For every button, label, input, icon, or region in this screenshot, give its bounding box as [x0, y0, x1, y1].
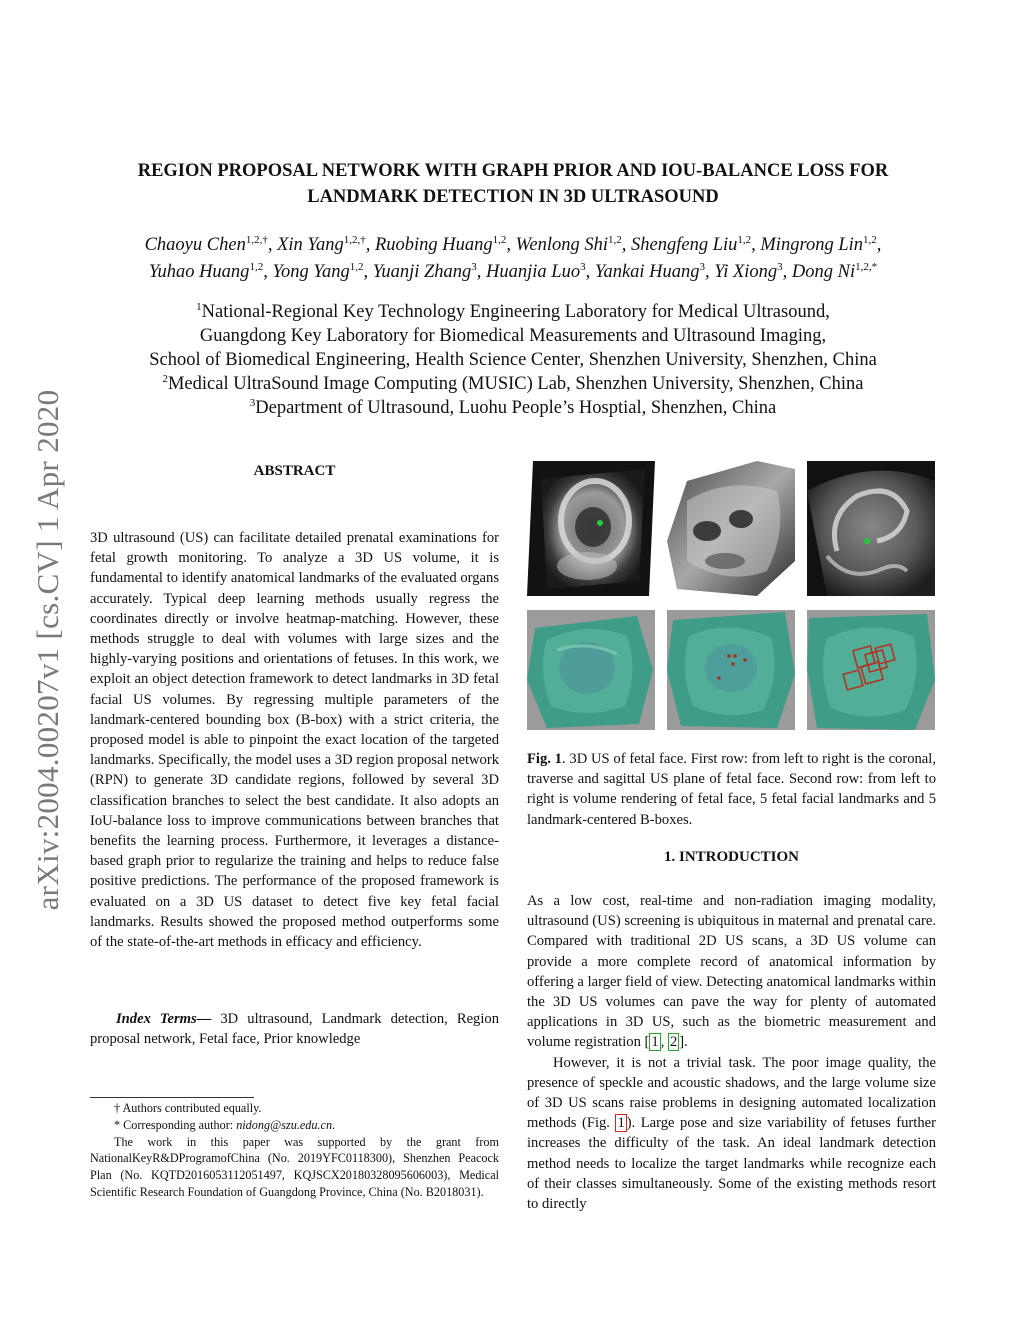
title-line-1: REGION PROPOSAL NETWORK WITH GRAPH PRIOR AND IOU-BALANCE LOSS FOR [137, 161, 889, 181]
traverse-plane-image [667, 461, 795, 596]
affiliations [90, 300, 936, 420]
figure-1-caption: Fig. 1. 3D US of fetal face. First row: from left to right is the coronal, traverse and sagittal US plane of fetal face. Second row: from left to right is volume rendering of fetal face, 5 fetal facial landmarks and 5 landmark-centered B-boxes. [527, 751, 936, 828]
footnote-rule [90, 1097, 254, 1098]
citation-link[interactable]: 1 [651, 1034, 659, 1051]
affiliation-line: $^1$National-Regional Key Technology Engineering Laboratory for Medical Ultrasound, [196, 301, 830, 322]
affiliation-line: $^3$Department of Ultrasound, Luohu People’s Hosptial, Shenzhen, China [249, 397, 777, 418]
landmark-bboxes-image [807, 610, 935, 730]
landmark-dot [864, 538, 870, 544]
author: Mingrong Lin$^{1,2}$, [760, 234, 882, 255]
introduction-body [527, 891, 936, 1214]
author: Dong $Ni^{1,2,*}$ [791, 261, 878, 282]
author: Yuhao Huang$^{1,2}$, [148, 261, 273, 282]
author: Shengfeng Liu$^{1,2}$, [631, 234, 761, 255]
author: Xin Yang$^{1,2,\dagger}$, [277, 234, 375, 255]
affiliation-line: $^2$Medical UltraSound Image Computing (MUSIC) Lab, Shenzhen University, Shenzhen, China [162, 373, 864, 394]
abstract-body [90, 528, 499, 952]
intro-paragraph-1: As a low cost, real-time and non-radiation imaging modality, ultrasound (US) screening is ubiquitous in maternal and prenatal care. Compared with traditional 2D US scans, a 3D US volume can provide a more complete record of anatomical information by offering a larger field of view. Detecting anatomical landmarks within the 3D US volumes can pave the way for plenty of automated applications in 3D US, such as the biometric measurement and volume registration [ 1 , 2 ]. [527, 893, 936, 1051]
author: Yi Xiong$^3$, [714, 261, 792, 282]
author: Chaoyu Chen$^{1,2,\dagger}$, [144, 234, 278, 255]
landmark-dot [743, 658, 747, 662]
footnote-equal-contribution: † Authors contributed equally. [114, 1101, 262, 1115]
corresponding-email[interactable]: nidong@szu.edu.cn [236, 1117, 333, 1132]
figure-label: Fig. 1 [527, 751, 562, 767]
landmarks-image [667, 610, 795, 730]
landmark-dot [727, 654, 731, 658]
paper-title [100, 158, 926, 210]
author-line-1 [90, 232, 936, 259]
citation-link[interactable]: 2 [670, 1034, 678, 1051]
author: Yankai Huang$^3$, [594, 261, 715, 282]
landmark-dot [717, 676, 721, 680]
index-terms [90, 1009, 499, 1049]
author-line-2 [90, 259, 936, 286]
landmark-dot [597, 520, 603, 526]
arxiv-identifier: arXiv:2004.00207v1 [cs.CV] 1 Apr 2020 [30, 389, 65, 911]
footnotes [90, 1100, 499, 1201]
title-line-2: LANDMARK DETECTION IN 3D ULTRASOUND [307, 187, 719, 207]
index-terms-label: Index Terms— [116, 1011, 212, 1027]
footnote-corresponding: * Corresponding author: nidong@szu.edu.cn. [114, 1117, 336, 1132]
author: Yuanji Zhang$^3$, [372, 261, 487, 282]
intro-paragraph-2: However, it is not a trivial task. The poor image quality, the presence of speckle and acoustic shadows, and the large volume size of 3D US scans raise problems in designing automated localization methods (Fig. 1 ). Large pose and size variability of fetuses further increases the difficulty of the task. An ideal landmark detection method needs to localize the target landmarks while recognize each of their classes simultaneously. Some of the existing methods resort to directly [527, 1054, 936, 1213]
sagittal-plane-image [807, 461, 935, 596]
affiliation-line: School of Biomedical Engineering, Health Science Center, Shenzhen University, Shenzhen, China [149, 350, 877, 370]
affiliation-line: Guangdong Key Laboratory for Biomedical Measurements and Ultrasound Imaging, [199, 326, 827, 346]
author: Ruobing Huang$^{1,2}$, [374, 234, 516, 255]
figure-1 [527, 461, 936, 731]
figure-link[interactable]: 1 [617, 1115, 625, 1132]
index-terms-text: 3D ultrasound, Landmark detection, Region proposal network, Fetal face, Prior knowledge [90, 1011, 499, 1048]
abstract-heading: ABSTRACT [253, 463, 336, 479]
coronal-plane-image [527, 461, 655, 596]
landmark-dot [731, 662, 735, 666]
abstract-text: 3D ultrasound (US) can facilitate detailed prenatal examinations for fetal growth monitoring. To analyze a 3D US volume, it is fundamental to identify anatomical landmarks of the evaluated organs accurately. Typical deep learning methods usually regress the coordinates directly or involve heatmap-matching. However, these methods struggle to deal with volumes with large sizes and the highly-varying positions and orientations of fetuses. In this work, we exploit an object detection framework to detect landmarks in 3D fetal facial US volumes. By regressing multiple parameters of the landmark-centered bounding box (B-box) with a strict criteria, the proposed model is able to pinpoint the exact location of the targeted landmarks. Specifically, the model uses a 3D region proposal network (RPN) to generate 3D candidate regions, followed by several 3D classification branches to select the best candidate. It also adopts an IoU-balance loss to improve communications between branches that benefits the learning process. Furthermore, it leverages a distance-based graph prior to regularize the training and helps to reduce false positive predictions. The performance of the proposed framework is evaluated on a 3D US dataset to detect five key fetal facial landmarks. Results showed the proposed method outperforms some of the state-of-the-art methods in efficacy and efficiency. [90, 530, 499, 951]
author: Yong Yang$^{1,2}$, [272, 261, 373, 282]
landmark-dot [733, 654, 737, 658]
footnote-funding: The work in this paper was supported by the grant from NationalKeyR&DProgramofChina (No. 2019YFC0118300), Shenzhen Peacock Plan (No. KQTD2016053112051497, KQJSCX20180328095606003), Medical Scientific Research Foundation of Guangdong Province, China (No. B2018031). [90, 1134, 499, 1199]
author: Huanjia Luo$^3$, [486, 261, 595, 282]
author-list [90, 232, 936, 286]
introduction-heading: 1. INTRODUCTION [663, 849, 799, 865]
volume-rendering-image [527, 610, 655, 730]
author: Wenlong Shi$^{1,2}$, [515, 234, 632, 255]
